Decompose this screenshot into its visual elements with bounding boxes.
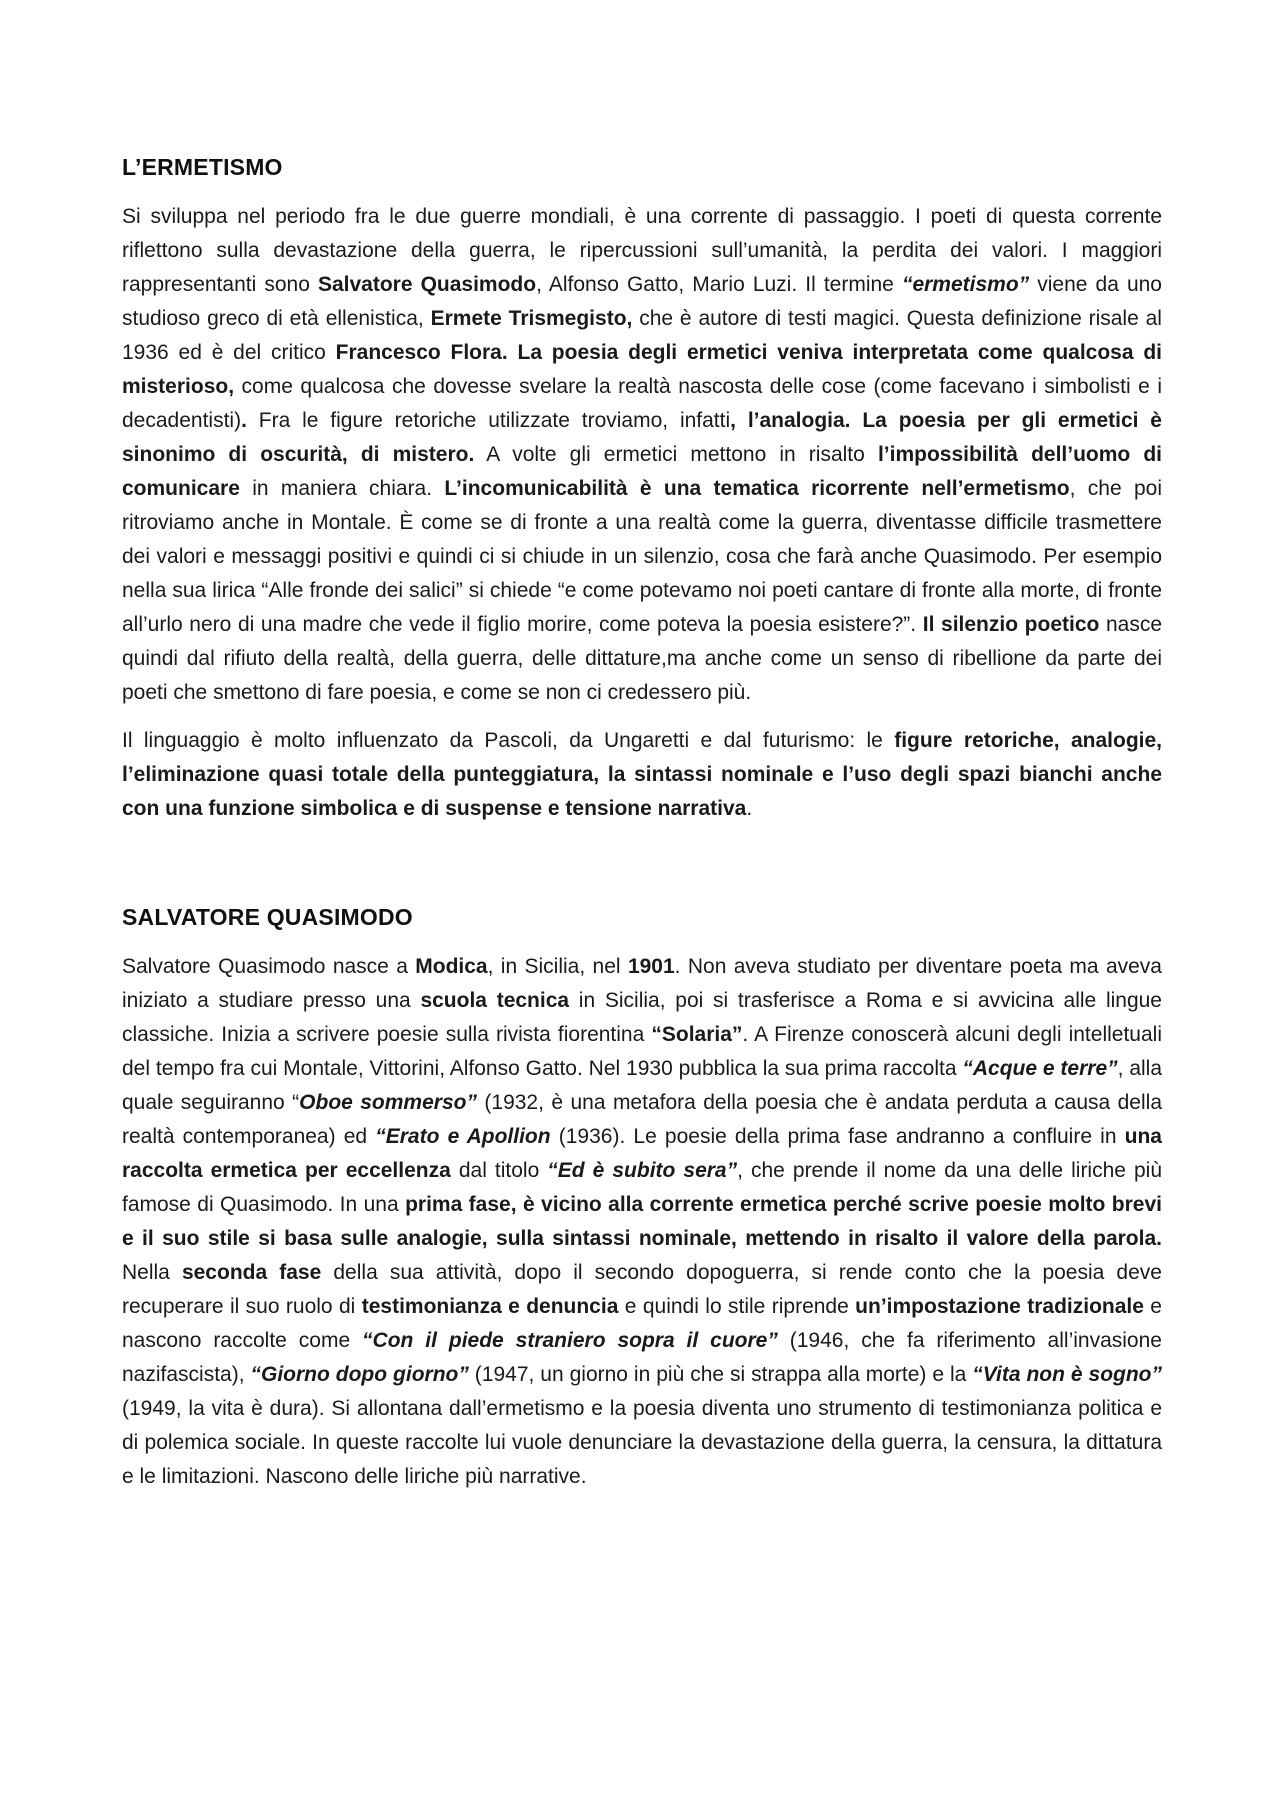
text-run: (1936). Le poesie della prima fase andranno a confluire in [550, 1125, 1125, 1148]
text-run: “Solaria” [651, 1023, 743, 1046]
text-run: e quindi lo stile riprende [618, 1295, 856, 1318]
text-run: . [746, 797, 753, 820]
text-run: “Acque e terre” [962, 1057, 1118, 1080]
text-run: l’impossibilità dell’uomo di comunicare [122, 443, 1162, 500]
text-run: nasce quindi dal rifiuto della realtà, della guerra, delle dittature,ma anche come un senso di ribellione da parte dei poeti che smettono di fare poesia, e come se non ci credessero più. [122, 613, 1162, 704]
text-run: Il silenzio poetico [922, 613, 1100, 636]
text-run: dal titolo [450, 1159, 548, 1182]
text-run: seconda fase [181, 1261, 322, 1284]
text-run: (1946, che fa riferimento all’invasione nazifascista), [122, 1329, 1162, 1386]
text-run: Ermete Trismegisto, [430, 307, 633, 330]
text-run: che è autore di testi magici. Questa definizione risale al 1936 ed è del critico [122, 307, 1162, 364]
text-run: Salvatore Quasimodo nasce a [122, 955, 416, 978]
document-body [122, 150, 1162, 1494]
text-run: figure retoriche, analogie, l’eliminazione quasi totale della punteggiatura, la sintassi nominale e l’uso degli spazi bianchi anche con una funzione simbolica e di suspense e tensione narrativa [122, 729, 1162, 820]
text-run: , Alfonso Gatto, Mario Luzi. Il termine [536, 273, 902, 296]
paragraph-ermetismo-2 [122, 724, 1162, 826]
text-run: della sua attività, dopo il secondo dopoguerra, si rende conto che la poesia deve recuperare il suo ruolo di [122, 1261, 1162, 1318]
text-run: “ermetismo” [901, 273, 1030, 296]
text-run: in maniera chiara. [239, 477, 445, 500]
section-title-quasimodo: SALVATORE QUASIMODO [122, 904, 413, 930]
text-run: testimonianza e denuncia [361, 1295, 619, 1318]
text-run: in Sicilia, poi si trasferisce a Roma e si avvicina alle lingue classiche. Inizia a scrivere poesie sulla rivista fiorentina [122, 989, 1162, 1046]
text-run: viene da uno studioso greco di età ellenistica, [122, 273, 1162, 330]
text-run: prima fase, è vicino alla corrente ermetica perché scrive poesie molto brevi e il suo stile si basa sulle analogie, sulla sintassi nominale, mettendo in risalto il valore della parola. [122, 1193, 1162, 1250]
text-run: , alla quale seguiranno “ [122, 1057, 1163, 1114]
text-run: Oboe sommerso” [299, 1091, 477, 1114]
text-run: “Giorno dopo giorno” [250, 1363, 469, 1386]
text-run: Salvatore Quasimodo [317, 273, 537, 296]
text-run: Si sviluppa nel periodo fra le due guerre mondiali, è una corrente di passaggio. I poeti di questa corrente riflettono sulla devastazione della guerra, le ripercussioni sull’umanità, la perdita dei valori. I maggiori rappresentanti sono [122, 205, 1162, 296]
text-run: “Con il piede straniero sopra il cuore” [362, 1329, 778, 1352]
text-run: “Ed è subito sera” [547, 1159, 738, 1182]
text-run: , che prende il nome da una delle liriche più famose di Quasimodo. In una [122, 1159, 1163, 1216]
text-run: (1932, è una metafora della poesia che è andata perduta a causa della realtà contemporanea) ed [122, 1091, 1162, 1148]
text-run: (1947, un giorno in più che si strappa alla morte) e la [468, 1363, 973, 1386]
text-run: e nascono raccolte come [122, 1295, 1162, 1352]
text-run: A volte gli ermetici mettono in risalto [474, 443, 878, 466]
text-run: un’impostazione tradizionale [855, 1295, 1144, 1318]
text-run: una raccolta ermetica per eccellenza [122, 1125, 1162, 1182]
section-title-ermetismo: L’ERMETISMO [122, 154, 283, 180]
text-run: 1901 [627, 955, 675, 978]
text-run: , in Sicilia, nel [487, 955, 628, 978]
text-run: . A Firenze conoscerà alcuni degli intelletuali del tempo fra cui Montale, Vittorini, Alfonso Gatto. Nel 1930 pubblica la sua prima raccolta [122, 1023, 1162, 1080]
text-run: (1949, la vita è dura). Si allontana dall’ermetismo e la poesia diventa uno strumento di testimonianza politica e di polemica sociale. In queste raccolte lui vuole denunciare la devastazione della guerra, la censura, la dittatura e le limitazioni. Nascono delle liriche più narrative. [122, 1397, 1162, 1488]
text-run: Nella [122, 1261, 182, 1284]
text-run: . Non aveva studiato per diventare poeta ma aveva iniziato a studiare presso una [122, 955, 1162, 1012]
paragraph-ermetismo-1 [122, 200, 1162, 710]
text-run: , l’analogia. La poesia per gli ermetici è sinonimo di oscurità, di mistero. [122, 409, 1162, 466]
text-run: come qualcosa che dovesse svelare la realtà nascosta delle cose (come facevano i simbolisti e i decadentisti) [122, 375, 1162, 432]
text-run: “Erato e Apollion [375, 1125, 551, 1148]
text-run: scuola tecnica [420, 989, 570, 1012]
text-run: Fra le figure retoriche utilizzate troviamo, infatti [246, 409, 731, 432]
text-run: “Vita non è sogno” [972, 1363, 1163, 1386]
text-run: Modica [415, 955, 488, 978]
text-run: Francesco Flora. La poesia degli ermetici veniva interpretata come qualcosa di misterioso, [122, 341, 1162, 398]
text-run: Il linguaggio è molto influenzato da Pascoli, da Ungaretti e dal futurismo: le [122, 729, 895, 752]
text-run: L’incomunicabilità è una tematica ricorrente nell’ermetismo [444, 477, 1070, 500]
text-run: . [241, 409, 247, 432]
paragraph-quasimodo-1 [122, 950, 1162, 1494]
text-run: , che poi ritroviamo anche in Montale. È come se di fronte a una realtà come la guerra, diventasse difficile trasmettere dei valori e messaggi positivi e quindi ci si chiude in un silenzio, cosa che farà anche Quasimodo. Per esempio nella sua lirica “Alle fronde dei salici” si chiede “e come potevamo noi poeti cantare di fronte alla morte, di fronte all’urlo nero di una madre che vede il figlio morire, come poteva la poesia esistere?”. [122, 477, 1162, 636]
